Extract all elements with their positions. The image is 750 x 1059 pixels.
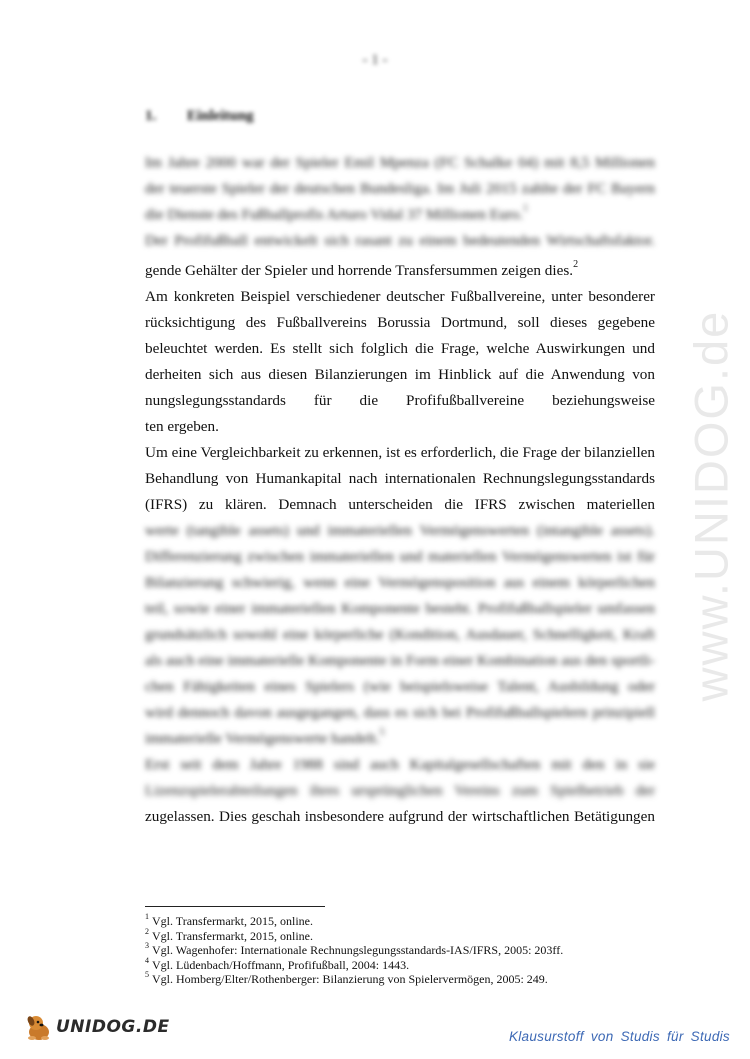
text-line: gende Gehälter der Spieler und horrende Transfersummen zeigen dies.$^2$: [145, 258, 579, 279]
text-line: immaterielle Vermögenswerte handelt.$^5$: [145, 726, 385, 747]
blurred-intro-paragraph: [145, 150, 655, 254]
tagline: Klausurstoff von Studis für Studis: [508, 1029, 730, 1044]
dog-mascot-icon: [22, 1012, 54, 1042]
text-line: grundsätzlich sowohl eine körperliche (Kondition, Ausdauer, Schnelligkeit, Kraft: [145, 626, 655, 643]
footnote-ref: 2: [573, 258, 579, 270]
text-line: chen Fähigkeiten eines Spielers (wie beispielsweise Talent, Ausbildung oder: [145, 678, 655, 695]
heading-title: Einleitung: [187, 108, 254, 124]
text-line: Erst seit dem Jahre 1988 sind auch Kapitalgesellschaften mit den in sie: [145, 756, 655, 773]
blurred-middle-paragraph: [145, 518, 655, 804]
visible-paragraph: [145, 258, 655, 518]
text-line: werte (tangible assets) und immateriellen Vermögenswerten (intangible assets).: [145, 522, 655, 539]
footnote: $^2$ Vgl. Transfermarkt, 2015, online.: [145, 926, 313, 943]
footnote: $^1$ Vgl. Transfermarkt, 2015, online.: [145, 912, 313, 928]
logo-text: UNIDOG.DE: [56, 1017, 170, 1037]
text-line: die Dienste des Fußballprofis Arturo Vidal 37 Millionen Euro.$^1$: [145, 202, 529, 223]
text-line: Am konkreten Beispiel verschiedener deutscher Fußballvereine, unter besonderer: [145, 288, 655, 305]
text-line: beleuchtet werden. Es stellt sich folglich die Frage, welche Auswirkungen und: [145, 340, 655, 357]
section-heading: [145, 108, 254, 125]
text-line: (IFRS) zu klären. Demnach unterscheiden die IFRS zwischen materiellen: [145, 496, 655, 513]
text-line: Differenzierung zwischen immateriellen und materiellen Vermögenswerten ist für: [145, 548, 655, 565]
tail-paragraph: [145, 804, 655, 830]
text-line: teil, sowie einer immateriellen Komponente besteht. Profifußballspieler umfassen: [145, 600, 655, 617]
text-line: als auch eine immaterielle Komponente in Form einer Kombination aus den sportli-: [145, 652, 655, 669]
heading-number: 1.: [145, 108, 157, 124]
watermark: [686, 270, 736, 740]
footnote-separator: [145, 906, 325, 907]
text-line: Behandlung von Humankapital nach internationalen Rechnungslegungsstandards: [145, 470, 655, 487]
text-line: Der Profifußball entwickelt sich rasant zu einem bedeutenden Wirtschaftsfaktor.: [145, 232, 655, 249]
footnote: $^3$ Vgl. Wagenhofer: Internationale Rechnungslegungsstandards-IAS/IFRS, 2005: 203ff.: [145, 941, 564, 957]
text-line: Bilanzierung schwierig, wenn eine Vermögensposition aus einem körperlichen: [145, 574, 655, 591]
footnote-ref: 1: [523, 202, 529, 214]
text-line: Im Jahre 2000 war der Spieler Emil Mpenza (FC Schalke 04) mit 8,5 Millionen: [145, 154, 655, 171]
text-line: rücksichtigung des Fußballvereins Borussia Dortmund, soll dieses gegebene: [145, 314, 655, 331]
text-line: der teuerste Spieler der deutschen Bundesliga. Im Juli 2015 zahlte der FC Bayern: [145, 180, 655, 197]
text-line: Um eine Vergleichbarkeit zu erkennen, ist es erforderlich, die Frage der bilanziellen: [145, 444, 655, 461]
page-number: - 1 -: [362, 52, 388, 68]
unidog-logo[interactable]: [22, 1012, 170, 1042]
text-line: derheiten sich aus diesen Bilanzierungen im Hinblick auf die Anwendung von: [145, 366, 655, 383]
text-line: nungslegungsstandards für die Profifußballvereine beziehungsweise: [145, 392, 655, 409]
text-line: ten ergeben.: [145, 418, 219, 435]
text-line: Lizenzspielerabteilungen ihres ursprünglichen Vereins zum Spielbetrieb der: [145, 782, 655, 799]
text-line: wird dennoch davon ausgegangen, dass es sich bei Profifußballspielern prinzipiell: [145, 704, 655, 721]
footnote: $^4$ Vgl. Lüdenbach/Hoffmann, Profifußball, 2004: 1443.: [145, 955, 410, 972]
text-line: zugelassen. Dies geschah insbesondere aufgrund der wirtschaftlichen Betätigungen: [145, 808, 655, 825]
footnote: $^5$ Vgl. Homberg/Elter/Rothenberger: Bilanzierung von Spielervermögen, 2005: 249.: [145, 970, 548, 986]
watermark-text: www.UNIDOG.de: [684, 309, 738, 701]
footnotes: [145, 914, 665, 987]
